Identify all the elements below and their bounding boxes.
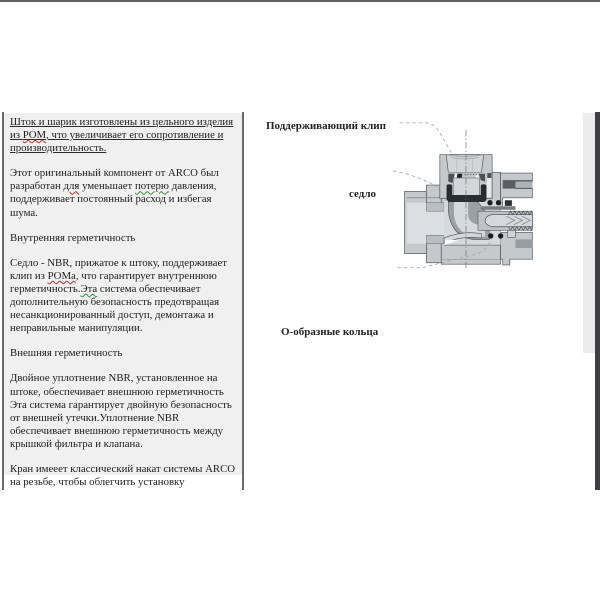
paragraph-double-seal: Двойное уплотнение NBR, установленное на штоке, обеспечивает внешнюю герметичность Эта система гарантирует двойную безопасность от внешней утечки.Уплотнение NBR обеспечивает внешнюю герметичность между крышкой фильтра и клапана. <box>10 372 232 450</box>
label-supporting-clip: Поддерживающий клип <box>266 120 386 132</box>
paragraph-thread: Кран имееет классический накат системы ARCO на резьбе, чтобы облегчить установку <box>10 462 236 489</box>
bore-shoulder-top <box>426 203 444 211</box>
bonnet-gap-key <box>487 173 491 178</box>
spellcheck-word-pom: POM <box>22 129 47 142</box>
grammar-word-eta: Эта <box>80 282 98 295</box>
paragraph-stem-text-end: , что увеличивает его сопротивление и производительность. <box>10 129 224 155</box>
thread-screw <box>478 211 532 230</box>
paragraph-seat-nbr: Седло - NBR, прижатое к штоку, поддерживает клип из POMa, что гарантирует внутреннюю герметичность.Эта система обеспечивает дополнительную безопасность предотвращая несанкционированный доступ, демонтажа и неправильные манипуляции. <box>10 256 227 335</box>
paragraph-stem-text: Шток и шарик изготовлены из цельного изделия из <box>10 116 234 142</box>
label-seat: седло <box>349 188 376 200</box>
spellcheck-word-dlya: для <box>63 180 80 193</box>
bore-shoulder-bottom <box>426 235 444 243</box>
label-orings: О-образные кольца <box>281 326 379 338</box>
stem-cup <box>446 155 483 173</box>
paragraph-arco-component: Этот оригинальный компонент от ARCO был разработан для уменьшает потерю давления, поддерживает постоянный расход и избегая шума. <box>10 167 219 219</box>
fitting-recess-inner <box>515 182 532 188</box>
heading-external-seal: Внешняя герметичность <box>10 347 123 360</box>
frame-top-border <box>0 0 600 2</box>
leader-seat <box>393 171 437 187</box>
paragraph-stem <box>10 116 237 155</box>
description-panel <box>10 116 237 501</box>
spellcheck-word-poma: POMa <box>47 269 76 282</box>
right-lower-fitting <box>501 232 533 264</box>
thread-end-step <box>508 230 516 237</box>
grammar-word-poteryu: потерю <box>134 180 169 193</box>
leader-supporting-clip <box>400 123 452 153</box>
lower-fitting-recess <box>515 239 532 247</box>
panel-right-border <box>242 112 244 490</box>
seal-band <box>448 195 486 202</box>
valve-cross-section-diagram <box>250 113 600 385</box>
heading-internal-seal: Внутренняя герметичность <box>10 231 136 244</box>
